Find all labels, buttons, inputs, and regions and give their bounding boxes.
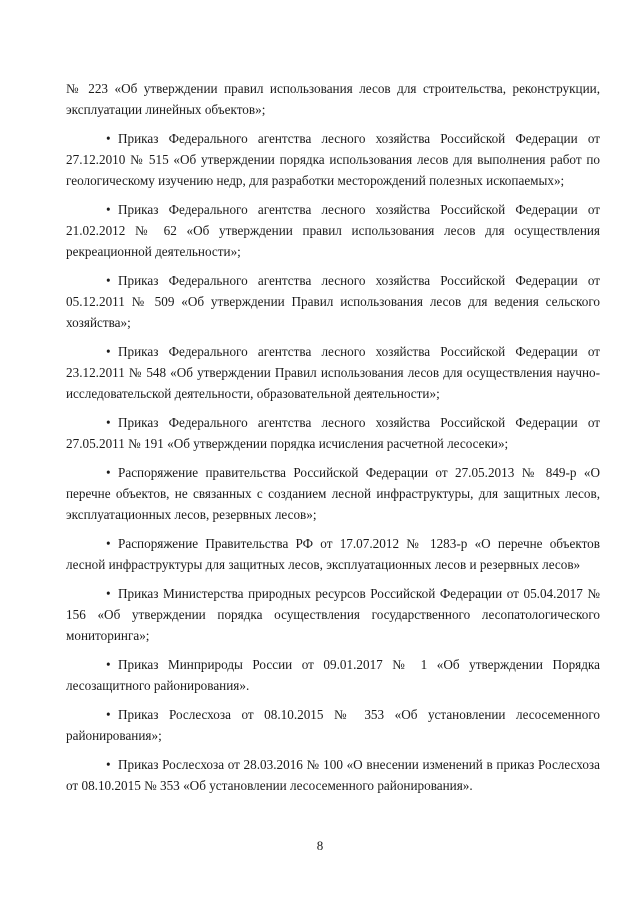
list-item-text: Распоряжение правительства Российской Федерации от 27.05.2013 № 849-р «О перечне объектов, не связанных с созданием лесной инфраструктуры, для защитных лесов, эксплуатационных лесов, резервных лесов»; — [66, 465, 600, 522]
continuation-paragraph: № 223 «Об утверждении правил использования лесов для строительства, реконструкции, эксплуатации линейных объектов»; — [66, 81, 600, 117]
list-item-text: Приказ Федерального агентства лесного хозяйства Российской Федерации от 21.02.2012 № 62 «Об утверждении правил использования лесов для осуществления рекреационной деятельности»; — [66, 202, 600, 259]
document-body — [66, 78, 600, 804]
list-item — [66, 583, 600, 646]
list-item — [66, 533, 600, 575]
bullet-icon: • — [106, 131, 111, 146]
list-item — [66, 462, 600, 525]
bullet-icon: • — [106, 465, 111, 480]
list-item-text: Приказ Минприроды России от 09.01.2017 № 1 «Об утверждении Порядка лесозащитного районирования». — [66, 657, 600, 693]
list-item — [66, 704, 600, 746]
bullet-icon: • — [106, 757, 111, 772]
bullet-icon: • — [106, 536, 111, 551]
bullet-icon: • — [106, 202, 111, 217]
bullet-icon: • — [106, 657, 111, 672]
bullet-icon: • — [106, 586, 111, 601]
list-item-text: Приказ Рослесхоза от 08.10.2015 № 353 «Об установлении лесосеменного районирования»; — [66, 707, 600, 743]
list-item-text: Приказ Федерального агентства лесного хозяйства Российской Федерации от 27.05.2011 № 191 «Об утверждении порядка исчисления расчетной лесосеки»; — [66, 415, 600, 451]
list-item-text: Приказ Федерального агентства лесного хозяйства Российской Федерации от 27.12.2010 № 515 «Об утверждении порядка использования лесов для выполнения работ по геологическому изучению недр, для разработки месторождений полезных ископаемых»; — [66, 131, 600, 188]
page-number: 8 — [316, 838, 324, 853]
list-item — [66, 341, 600, 404]
list-item-text: Распоряжение Правительства РФ от 17.07.2012 № 1283-р «О перечне объектов лесной инфраструктуры для защитных лесов, эксплуатационных лесов и резервных лесов» — [66, 536, 600, 572]
list-item — [66, 128, 600, 191]
bullet-icon: • — [106, 344, 111, 359]
list-item-text: Приказ Федерального агентства лесного хозяйства Российской Федерации от 23.12.2011 № 548 «Об утверждении Правил использования лесов для осуществления научно-исследовательской деятельности, образовательной деятельности»; — [66, 344, 600, 401]
list-item — [66, 654, 600, 696]
list-item-text: Приказ Рослесхоза от 28.03.2016 № 100 «О внесении изменений в приказ Рослесхоза от 08.10.2015 № 353 «Об установлении лесосеменного районирования». — [66, 757, 600, 793]
list-item-text: Приказ Министерства природных ресурсов Российской Федерации от 05.04.2017 № 156 «Об утверждении порядка осуществления государственного лесопатологического мониторинга»; — [66, 586, 600, 643]
list-item — [66, 270, 600, 333]
list-item-text: Приказ Федерального агентства лесного хозяйства Российской Федерации от 05.12.2011 № 509 «Об утверждении Правил использования лесов для ведения сельского хозяйства»; — [66, 273, 600, 330]
bullet-icon: • — [106, 707, 111, 722]
list-item — [66, 199, 600, 262]
bullet-icon: • — [106, 273, 111, 288]
list-item — [66, 754, 600, 796]
bullet-icon: • — [106, 415, 111, 430]
list-item — [66, 412, 600, 454]
